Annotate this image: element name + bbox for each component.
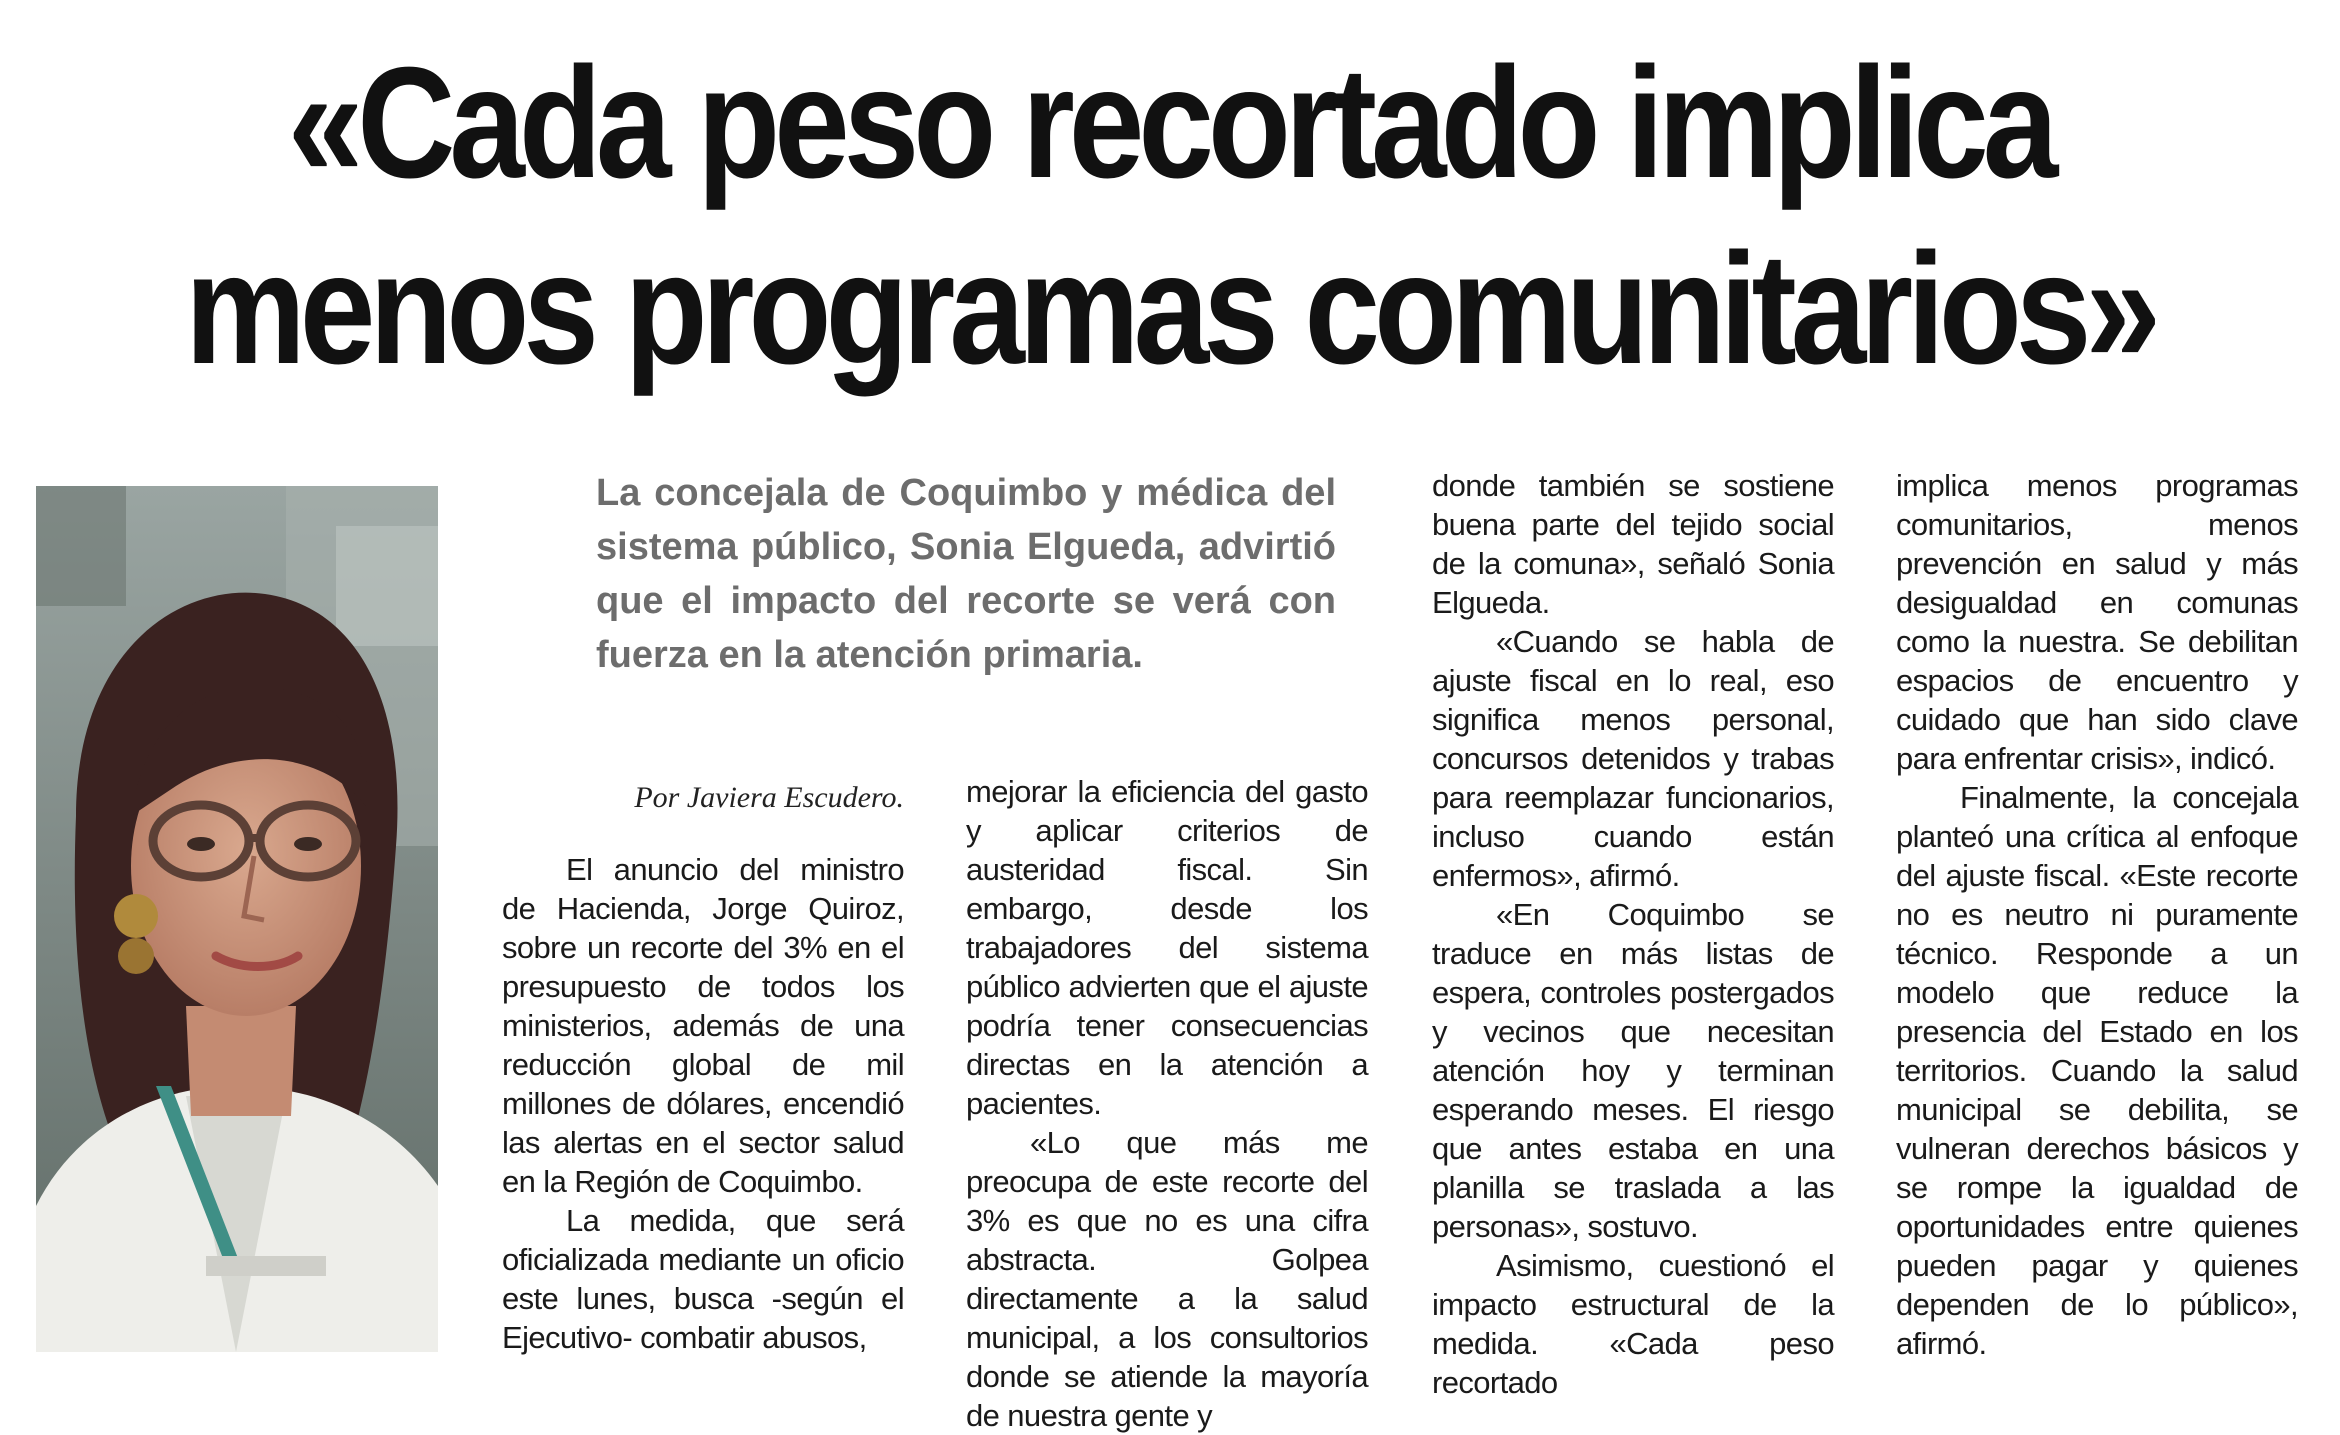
article-column-2 [966, 772, 1368, 1435]
headline-line-1: «Cada peso recortado implica [287, 35, 2053, 211]
article-column-1 [502, 850, 904, 1357]
article-headline [164, 30, 2176, 402]
article-column-3 [1432, 466, 1834, 1402]
column-3-paragraph-4: Asimismo, cuestionó el impacto estructural de la medida. «Cada peso recortado [1432, 1248, 1834, 1400]
column-1-paragraph-2: La medida, que será oficializada mediante un oficio este lunes, busca -según el Ejecutivo- combatir abusos, [502, 1203, 904, 1355]
portrait-photo [36, 486, 438, 1352]
column-4-paragraph-2: Finalmente, la concejala planteó una crítica al enfoque del ajuste fiscal. «Este recorte no es neutro ni puramente técnico. Responde a un modelo que reduce la presencia del Estado en los territorios. Cuando la salud municipal se debilita, se vulneran derechos básicos y se rompe la igualdad de oportunidades entre quienes pueden pagar y quienes dependen de lo público», afirmó. [1896, 780, 2298, 1361]
headline-line-2: menos programas comunitarios» [185, 221, 2155, 397]
article-byline: Por Javiera Escudero. [634, 781, 904, 814]
column-3-paragraph-1: donde también se sostiene buena parte del tejido social de la comuna», señaló Sonia Elgueda. [1432, 468, 1834, 620]
article-column-4 [1896, 466, 2298, 1363]
column-3-paragraph-3: «En Coquimbo se traduce en más listas de espera, controles postergados y vecinos que necesitan atención hoy y terminan esperando meses. El riesgo que antes estaba en una planilla se traslada a las personas», sostuvo. [1432, 897, 1834, 1244]
column-3-paragraph-2: «Cuando se habla de ajuste fiscal en lo real, eso significa menos personal, concursos detenidos y trabas para reemplazar funcionarios, incluso cuando están enfermos», afirmó. [1432, 624, 1834, 893]
column-1-paragraph-1: El anuncio del ministro de Hacienda, Jorge Quiroz, sobre un recorte del 3% en el presupuesto de todos los ministerios, además de una reducción global de mil millones de dólares, encendió las alertas en el sector salud en la Región de Coquimbo. [502, 852, 904, 1199]
portrait-illustration [36, 486, 438, 1352]
column-2-paragraph-2: «Lo que más me preocupa de este recorte del 3% es que no es una cifra abstracta. Golpea directamente a la salud municipal, a los consultorios donde se atiende la mayoría de nuestra gente y [966, 1125, 1368, 1433]
column-2-paragraph-1: mejorar la eficiencia del gasto y aplicar criterios de austeridad fiscal. Sin embargo, desde los trabajadores del sistema público advierten que el ajuste podría tener consecuencias directas en la atención a pacientes. [966, 774, 1368, 1121]
column-4-paragraph-1: implica menos programas comunitarios, menos prevención en salud y más desigualdad en comunas como la nuestra. Se debilitan espacios de encuentro y cuidado que han sido clave para enfrentar crisis», indicó. [1896, 468, 2298, 776]
article-lead: La concejala de Coquimbo y médica del sistema público, Sonia Elgueda, advirtió que el impacto del recorte se verá con fuerza en la atención primaria. [596, 472, 1336, 676]
